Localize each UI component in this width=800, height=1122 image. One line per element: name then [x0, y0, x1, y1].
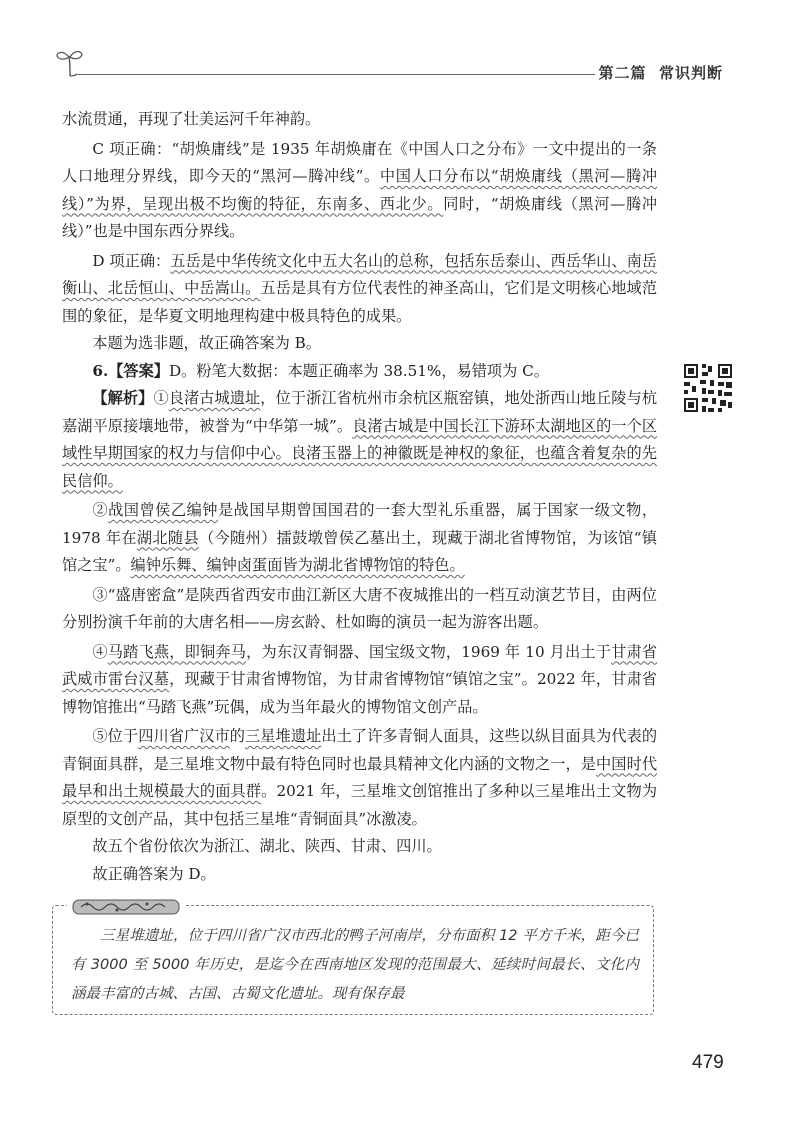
paragraph-conclusion	[62, 833, 657, 861]
text-run: 是战国早期曾国国君的一套大型礼乐重器，属于国家一级文物，1978 年在	[62, 501, 658, 547]
page-header	[55, 40, 745, 90]
underlined-text: 战国曾侯乙编钟	[108, 501, 218, 519]
underlined-text: 五岳是中华传统文化中五大名山的总称，包括东岳泰山、西岳华山、南岳衡山、北岳恒山、中岳嵩山。	[62, 251, 657, 297]
text-run: 出土了许多青铜人面具，这些以纵目面具为代表的青铜面具群，是三星堆文物中最有特色同时也最具精神文化内涵的文物之一，是	[62, 727, 658, 773]
underlined-text: 良渚玉器上的神徽既是神权的象征，也蕴含着复杂的先民信仰。	[62, 444, 658, 490]
paragraph-item-3	[62, 582, 657, 637]
paragraph-item-4	[62, 639, 657, 722]
text-run: 水流贯通，再现了壮美运河千年神韵。	[62, 110, 321, 128]
text-run: ④	[92, 642, 108, 661]
text-run: 故正确答案为 D。	[92, 864, 216, 883]
underlined-text: 甘肃省武威市雷台汉墓	[62, 642, 658, 688]
text-run: ③“盛唐密盒”是陕西省西安市曲江新区大唐不夜城推出的一档互动演艺节目，由两位分别扮演千年前的大唐名相——房玄龄、杜如晦的演员一起为游客出题。	[62, 585, 657, 631]
note-text: 三星堆遗址，位于四川省广汉市西北的鸭子河南岸，分布面积 12 平方千米，距今已有 3000 至 5000 年历史，是迄今在西南地区发现的范围最大、延续时间最长、文化内涵最丰富的古城、古国、古蜀文化遗址。现有保存最	[71, 928, 639, 1002]
text-run: ⑤位于	[92, 727, 139, 745]
text-run: ，位于浙江省杭州市余杭区瓶窑镇，地处浙西山地丘陵与杭嘉湖平原接壤地带，被誉为“中华第一城”。	[62, 389, 658, 435]
underlined-text: 四川省广汉市	[138, 727, 230, 745]
underlined-text: 马踏飞燕，即铜奔马	[107, 642, 247, 661]
text-run: 本题为选非题，故正确答案为 B。	[92, 334, 322, 352]
page-number: 479	[692, 1052, 724, 1073]
paragraph-option-d	[62, 248, 657, 331]
text-run: ，现藏于甘肃省博物馆，为甘肃省博物馆“镇馆之宝”。2022 年，甘肃省博物馆推出“马踏飞燕”玩偶，成为当年最火的博物馆文创产品。	[62, 670, 657, 716]
text-run: ①	[153, 389, 169, 407]
question-6-answer	[62, 358, 657, 386]
underlined-text: 良渚古城遗址	[168, 389, 261, 407]
text-run: 故五个省份依次为浙江、湖北、陕西、甘肃、四川。	[92, 837, 442, 855]
qr-code-icon[interactable]	[682, 362, 734, 414]
note-box	[52, 905, 654, 1015]
underlined-text: 三星堆遗址	[245, 727, 322, 745]
text-run: 。2021 年，三星堆文创馆推出了多种以三星堆出土文物为原型的文创产品，其中包括三星堆“青铜面具”冰激凌。	[62, 782, 658, 828]
underlined-text: 中国人口分布以“胡焕庸线（黑河—腾冲线）”为界，呈现出极不均衡的特征，东南多、西北少。	[62, 167, 658, 213]
text-run: （今随州）擂鼓墩曾侯乙墓出土，现藏于湖北省博物馆，为该馆“镇馆之宝”。	[62, 528, 658, 574]
text-run: 五岳是具有方位代表性的神圣高山，它们是文明核心地域范围的象征，是华夏文明地理构建中极具特色的成果。	[62, 279, 658, 325]
paragraph-option-c	[62, 136, 657, 246]
paragraph-final-answer	[62, 861, 657, 889]
underlined-text: 湖北随县	[136, 528, 199, 547]
header-title	[599, 62, 723, 83]
header-chapter: 常识判断	[658, 64, 723, 82]
underlined-text: 良渚古城是中国长江下游环太湖地区的一个区域性早期国家的权力与信仰中心。	[62, 416, 658, 462]
text-run: C 项正确：“胡焕庸线”是 1935 年胡焕庸在《中国人口之分布》一文中提出的一条人口地理分界线，即今天的“黑河—腾冲线”。	[62, 139, 657, 185]
underlined-text: 中国时代最早和出土规模最大的面具群	[62, 754, 658, 800]
header-section: 第二篇	[598, 64, 647, 82]
text-run: D。粉笔大数据：本题正确率为 38.51%，易错项为 C。	[169, 361, 549, 380]
paragraph-answer	[62, 330, 657, 358]
paragraph-item-2	[62, 497, 657, 580]
answer-label: 6.【答案】	[92, 361, 169, 380]
header-rule	[77, 74, 595, 75]
main-content	[62, 106, 657, 888]
underlined-text: 编钟乐舞、编钟卤蛋面皆为湖北省博物馆的特色。	[130, 556, 465, 574]
text-run: D 项正确：	[92, 251, 171, 270]
text-run: ，为东汉青铜器、国宝级文物，1969 年 10 月出土于	[246, 642, 612, 661]
text-run: 的	[229, 727, 246, 745]
analysis-label: 【解析】	[92, 389, 154, 407]
text-run: 同时，“胡焕庸线（黑河—腾冲线）”也是中国东西分界线。	[62, 194, 658, 240]
note-banner-icon	[67, 898, 185, 916]
paragraph	[62, 106, 657, 134]
paragraph-analysis	[62, 385, 657, 495]
paragraph-item-5	[62, 723, 657, 833]
text-run: ②	[92, 501, 109, 519]
